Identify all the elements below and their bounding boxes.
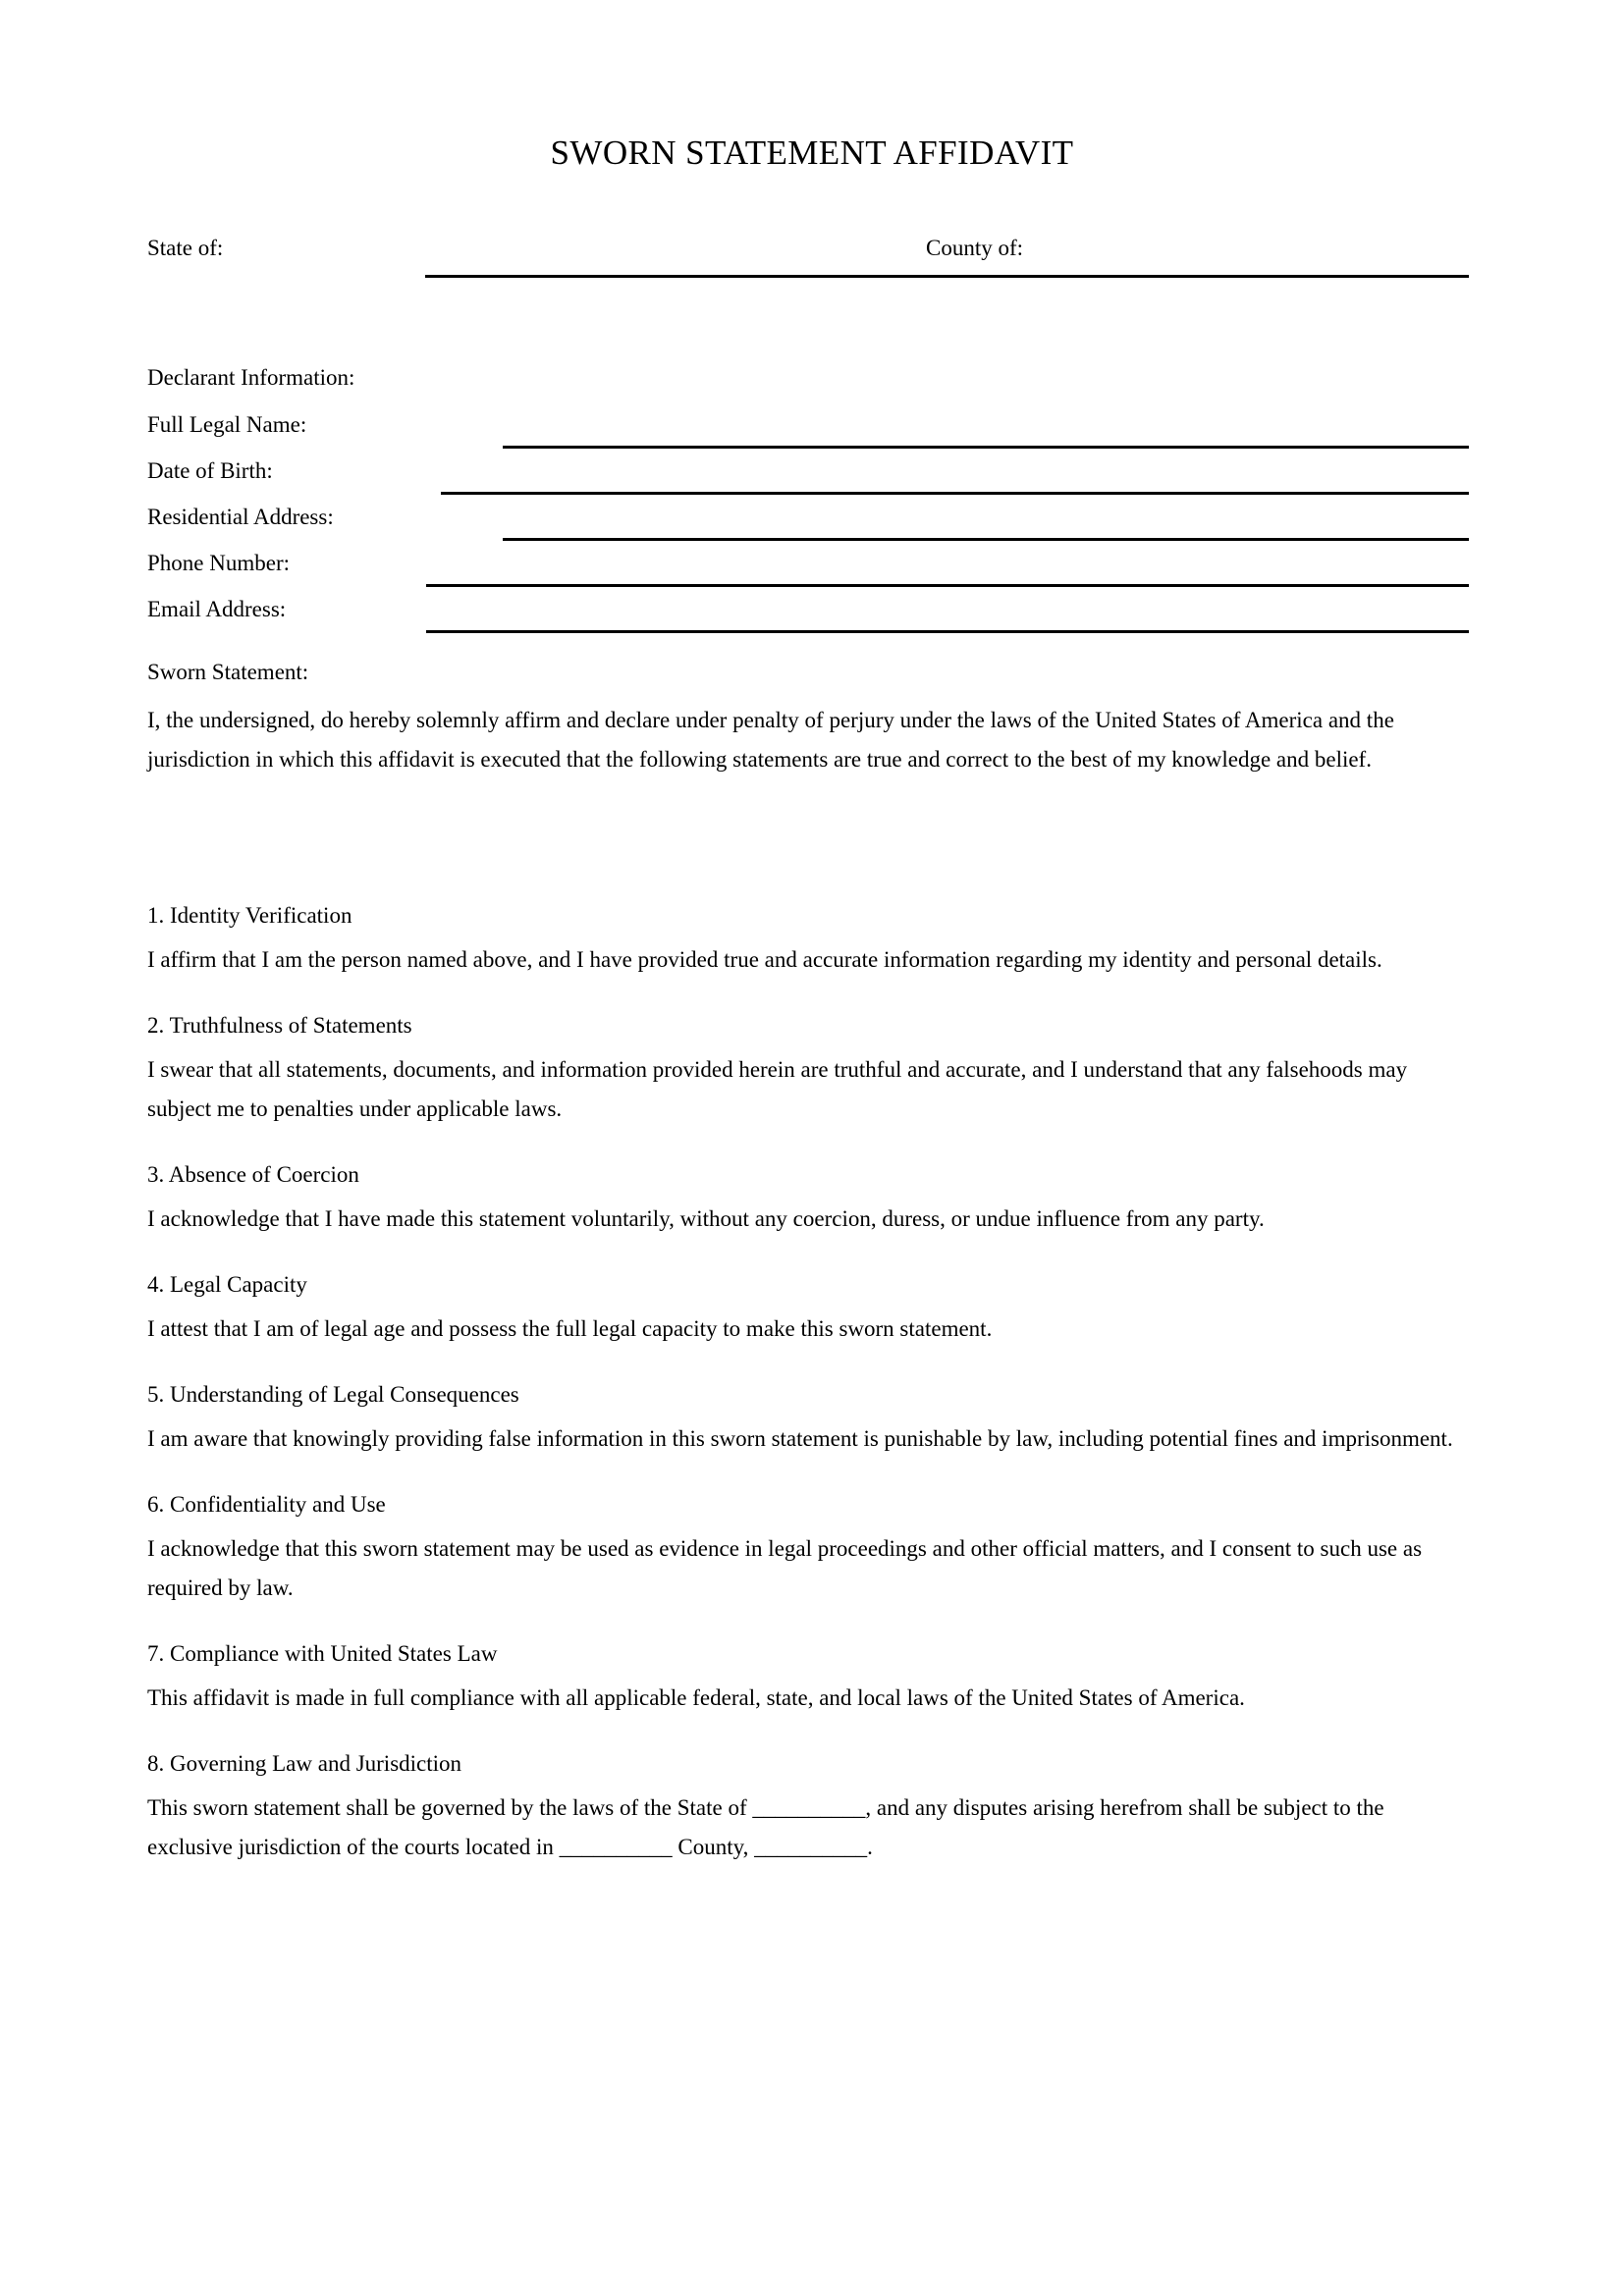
section-absence-of-coercion xyxy=(147,1158,1469,1239)
email-address-input-line[interactable] xyxy=(426,630,1469,633)
section-body: This affidavit is made in full compliance with all applicable federal, state, and local laws of the United States of America. xyxy=(147,1685,1245,1710)
section-body: I acknowledge that I have made this statement voluntarily, without any coercion, duress, or undue influence from any party. xyxy=(147,1206,1265,1231)
numbered-sections xyxy=(147,899,1469,1867)
section-governing-law-and-jurisdiction xyxy=(147,1747,1469,1867)
section-body: I swear that all statements, documents, and information provided herein are truthful and accurate, and I understand that any falsehoods may subject me to penalties under applicable laws. xyxy=(147,1057,1408,1121)
venue-row xyxy=(147,234,1469,281)
field-full-legal-name xyxy=(147,410,1469,456)
section-body: I attest that I am of legal age and possess the full legal capacity to make this sworn statement. xyxy=(147,1316,993,1341)
section-confidentiality-and-use xyxy=(147,1488,1469,1608)
full-legal-name-label: Full Legal Name: xyxy=(147,412,307,437)
residential-address-input-line[interactable] xyxy=(503,538,1469,541)
section-heading: 3. Absence of Coercion xyxy=(147,1162,359,1187)
state-of-label: State of: xyxy=(147,236,224,260)
section-identity-verification xyxy=(147,899,1469,980)
email-address-label: Email Address: xyxy=(147,597,287,621)
declarant-information-block xyxy=(147,363,1469,641)
section-heading: 2. Truthfulness of Statements xyxy=(147,1013,412,1038)
venue-fill-line[interactable] xyxy=(425,275,1469,278)
residential-address-label: Residential Address: xyxy=(147,505,334,529)
sworn-statement-block xyxy=(147,658,1469,779)
date-of-birth-input-line[interactable] xyxy=(441,492,1469,495)
phone-number-label: Phone Number: xyxy=(147,551,291,575)
section-body: I acknowledge that this sworn statement may be used as evidence in legal proceedings and other official matters, and I consent to such use as required by law. xyxy=(147,1536,1423,1600)
section-heading: 5. Understanding of Legal Consequences xyxy=(147,1382,519,1407)
county-of-label: County of: xyxy=(926,236,1024,260)
section-heading: 8. Governing Law and Jurisdiction xyxy=(147,1751,462,1776)
section-body: I affirm that I am the person named above, and I have provided true and accurate information regarding my identity and personal details. xyxy=(147,947,1382,972)
section-understanding-of-legal-consequences xyxy=(147,1378,1469,1459)
section-heading: 6. Confidentiality and Use xyxy=(147,1492,386,1517)
date-of-birth-label: Date of Birth: xyxy=(147,458,273,483)
page-title: SWORN STATEMENT AFFIDAVIT xyxy=(550,133,1074,173)
section-legal-capacity xyxy=(147,1268,1469,1349)
section-body: This sworn statement shall be governed by the laws of the State of __________, and any disputes arising herefrom shall be subject to the exclusive jurisdiction of the courts located in __________ County, __________. xyxy=(147,1795,1384,1859)
field-residential-address xyxy=(147,503,1469,549)
section-heading: 7. Compliance with United States Law xyxy=(147,1641,498,1666)
field-email-address xyxy=(147,595,1469,641)
section-body: I am aware that knowingly providing false information in this sworn statement is punishable by law, including potential fines and imprisonment. xyxy=(147,1426,1453,1451)
section-heading: 1. Identity Verification xyxy=(147,903,352,928)
section-truthfulness-of-statements xyxy=(147,1009,1469,1129)
sworn-statement-heading: Sworn Statement: xyxy=(147,660,309,684)
section-heading: 4. Legal Capacity xyxy=(147,1272,307,1297)
declarant-information-heading: Declarant Information: xyxy=(147,365,355,390)
field-date-of-birth xyxy=(147,456,1469,503)
field-phone-number xyxy=(147,549,1469,595)
phone-number-input-line[interactable] xyxy=(426,584,1469,587)
sworn-statement-body: I, the undersigned, do hereby solemnly affirm and declare under penalty of perjury under the laws of the United States of America and the jurisdiction in which this affidavit is executed that the following statements are true and correct to the best of my knowledge and belief. xyxy=(147,708,1394,772)
full-legal-name-input-line[interactable] xyxy=(503,446,1469,449)
section-compliance-with-united-states-law xyxy=(147,1637,1469,1718)
